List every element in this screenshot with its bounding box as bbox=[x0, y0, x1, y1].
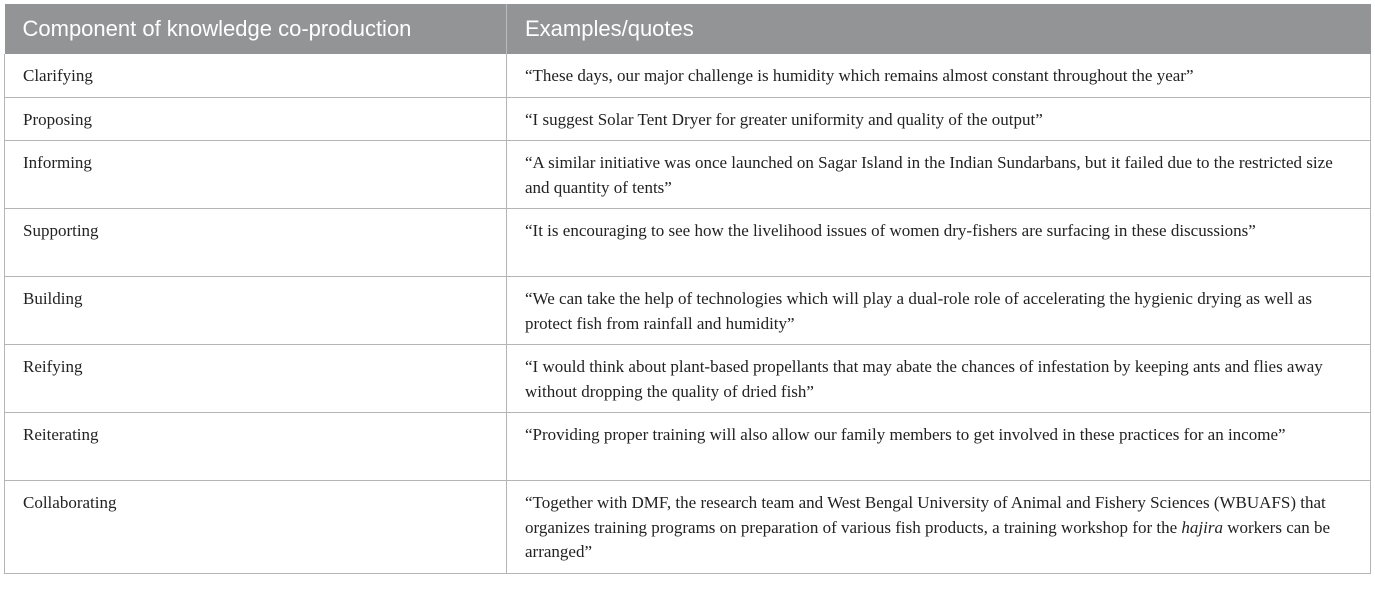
quote-cell: “Providing proper training will also allow our family members to get involved in these practices for an income” bbox=[507, 413, 1371, 481]
quote-cell bbox=[507, 481, 1371, 574]
column-header-examples: Examples/quotes bbox=[507, 4, 1371, 54]
table-row bbox=[5, 54, 1371, 97]
table-row bbox=[5, 209, 1371, 277]
quote-cell: “These days, our major challenge is humidity which remains almost constant throughout the year” bbox=[507, 54, 1371, 97]
table-header bbox=[5, 4, 1371, 54]
component-cell: Reifying bbox=[5, 345, 507, 413]
component-cell: Supporting bbox=[5, 209, 507, 277]
table-row bbox=[5, 481, 1371, 574]
column-header-component: Component of knowledge co-production bbox=[5, 4, 507, 54]
table-row bbox=[5, 413, 1371, 481]
quote-text-part: workers can be arranged” bbox=[525, 517, 1331, 561]
quote-text-part: “Together with DMF, the research team and West Bengal University of Animal and Fishery Sciences (WBUAFS) that organizes training programs on preparation of various fish products, a training workshop for the bbox=[525, 493, 1326, 537]
component-cell: Collaborating bbox=[5, 481, 507, 574]
component-cell: Proposing bbox=[5, 97, 507, 141]
component-cell: Informing bbox=[5, 141, 507, 209]
quote-cell: “I suggest Solar Tent Dryer for greater uniformity and quality of the output” bbox=[507, 97, 1371, 141]
table-row bbox=[5, 277, 1371, 345]
quote-cell: “I would think about plant-based propellants that may abate the chances of infestation by keeping ants and flies away without dropping the quality of dried fish” bbox=[507, 345, 1371, 413]
component-cell: Building bbox=[5, 277, 507, 345]
quote-cell: “A similar initiative was once launched on Sagar Island in the Indian Sundarbans, but it failed due to the restricted size and quantity of tents” bbox=[507, 141, 1371, 209]
component-cell: Reiterating bbox=[5, 413, 507, 481]
quote-cell: “It is encouraging to see how the livelihood issues of women dry-fishers are surfacing in these discussions” bbox=[507, 209, 1371, 277]
quote-cell: “We can take the help of technologies which will play a dual-role role of accelerating the hygienic drying as well as protect fish from rainfall and humidity” bbox=[507, 277, 1371, 345]
table-row bbox=[5, 141, 1371, 209]
table-row bbox=[5, 345, 1371, 413]
component-cell: Clarifying bbox=[5, 54, 507, 97]
quote-italic-term: hajira bbox=[1181, 517, 1223, 537]
knowledge-coproduction-table bbox=[4, 4, 1371, 574]
table-body bbox=[5, 54, 1371, 573]
header-row bbox=[5, 4, 1371, 54]
table-row bbox=[5, 97, 1371, 141]
